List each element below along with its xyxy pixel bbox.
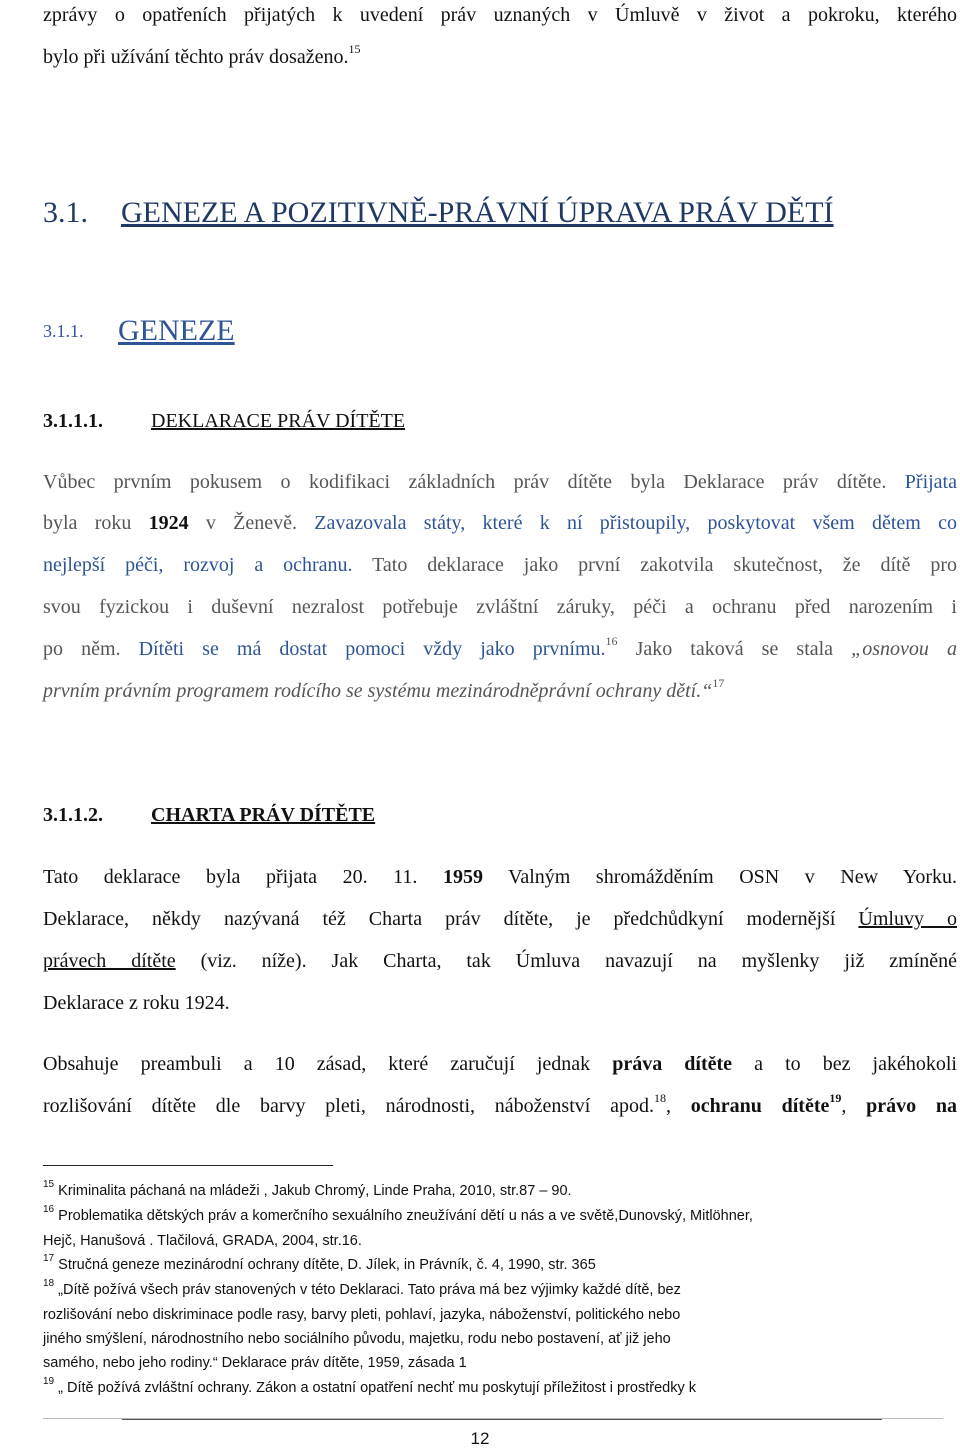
s1-text-5d: „osnovou a bbox=[851, 638, 957, 660]
s2-text-4: Deklarace z roku 1924. bbox=[43, 992, 230, 1014]
s1-line-5 bbox=[43, 636, 957, 662]
footnote-15-text: Kriminalita páchaná na mládeži , Jakub Chromý, Linde Praha, 2010, str.87 – 90. bbox=[58, 1183, 572, 1199]
footnote-separator bbox=[43, 1165, 333, 1166]
page-bottom-rule-dark bbox=[122, 1419, 882, 1420]
footnote-17-number: 17 bbox=[43, 1253, 55, 1264]
heading-3-1 bbox=[43, 193, 834, 233]
s1-text-5b: Dítěti se má dostat pomoci vždy jako prvnímu. bbox=[120, 638, 606, 660]
intro-line-2 bbox=[43, 44, 957, 70]
intro-text-1: zprávy o opatřeních přijatých k uvedení práv uznaných v Úmluvě v život a pokroku, kterého bbox=[43, 4, 957, 26]
footnote-ref-19[interactable]: 19 bbox=[829, 1091, 842, 1105]
footnote-16 bbox=[43, 1206, 957, 1226]
heading-3-1-1-title: GENEZE bbox=[118, 314, 235, 347]
footnote-ref-16[interactable]: 16 bbox=[605, 634, 618, 648]
footnote-17-text: Stručná geneze mezinárodní ochrany dítěte, D. Jílek, in Právník, č. 4, 1990, str. 365 bbox=[58, 1257, 596, 1273]
footnote-15-number: 15 bbox=[43, 1179, 55, 1190]
s2-text-1a: Tato deklarace byla přijata 20. 11. bbox=[43, 866, 443, 888]
s1-line-2 bbox=[43, 510, 957, 536]
s2-line-1 bbox=[43, 864, 957, 890]
s2-p2-text-2a: rozlišování dítěte dle barvy pleti, národnosti, náboženství apod. bbox=[43, 1095, 654, 1117]
s1-line-4 bbox=[43, 594, 957, 620]
footnote-18-text-cont-3: samého, nebo jeho rodiny.“ Deklarace práv dítěte, 1959, zásada 1 bbox=[43, 1355, 467, 1371]
s2-line-3 bbox=[43, 948, 957, 974]
footnote-18 bbox=[43, 1280, 957, 1300]
intro-text-2: bylo při užívání těchto práv dosaženo. bbox=[43, 46, 349, 68]
heading-3-1-1-1 bbox=[43, 408, 405, 434]
s1-text-2a: byla roku bbox=[43, 512, 149, 534]
s1-text-2c: Zavazovala státy, které k ní přistoupily, poskytovat všem dětem co bbox=[297, 512, 957, 534]
s1-year-1924: 1924 bbox=[148, 512, 189, 534]
s1-text-4: svou fyzickou i duševní nezralost potřebuje zvláštní záruky, péči a ochranu před narozením i bbox=[43, 596, 957, 618]
s2-p2-text-1a: Obsahuje preambuli a 10 zásad, které zaručují jednak bbox=[43, 1053, 613, 1075]
heading-3-1-1-1-title: DEKLARACE PRÁV DÍTĚTE bbox=[151, 410, 406, 432]
heading-3-1-1-2-title: CHARTA PRÁV DÍTĚTE bbox=[151, 804, 376, 826]
heading-3-1-number: 3.1. bbox=[43, 196, 88, 229]
s1-text-2b: v Ženevě. bbox=[188, 512, 298, 534]
heading-3-1-title: GENEZE A POZITIVNĚ-PRÁVNÍ ÚPRAVA PRÁV DĚTÍ bbox=[121, 196, 834, 229]
s1-line-3 bbox=[43, 552, 957, 578]
s2-text-1b: Valným shromážděním OSN v New Yorku. bbox=[482, 866, 957, 888]
footnote-18-text: „Dítě požívá všech práv stanovených v této Deklaraci. Tato práva má bez výjimky každé dítě, bez bbox=[58, 1282, 681, 1298]
s2-p2-bold-pravo: právo na bbox=[866, 1095, 958, 1117]
s1-text-5c: Jako taková se stala bbox=[617, 638, 852, 660]
s1-line-6 bbox=[43, 678, 957, 704]
heading-3-1-1-number: 3.1.1. bbox=[43, 321, 84, 342]
footnote-16-text-cont: Hejč, Hanušová . Tlačilová, GRADA, 2004, str.16. bbox=[43, 1233, 362, 1249]
footnote-18-text-cont-1: rozlišování nebo diskriminace podle rasy, barvy pleti, pohlaví, jazyka, náboženství, politického nebo bbox=[43, 1307, 681, 1323]
s2-text-2a: Deklarace, někdy nazývaná též Charta práv dítěte, je předchůdkyní modernější bbox=[43, 908, 859, 930]
footnote-17 bbox=[43, 1255, 957, 1275]
footnote-19-number: 19 bbox=[43, 1376, 55, 1387]
footnote-ref-17[interactable]: 17 bbox=[712, 676, 725, 690]
heading-3-1-1 bbox=[43, 311, 235, 353]
s2-line-2 bbox=[43, 906, 957, 932]
footnote-18-text-cont-2: jiného smýšlení, národnostního nebo sociálního původu, majetku, rodu nebo postavení, ať již jeho bbox=[43, 1331, 671, 1347]
footnote-18-number: 18 bbox=[43, 1278, 55, 1289]
footnote-16-number: 16 bbox=[43, 1204, 55, 1215]
heading-3-1-1-1-number: 3.1.1.1. bbox=[43, 410, 103, 432]
s2-p2-comma-1: , bbox=[665, 1095, 691, 1117]
s1-text-3b: Tato deklarace jako první zakotvila skutečnost, že dítě pro bbox=[352, 554, 957, 576]
footnote-ref-15[interactable]: 15 bbox=[348, 42, 361, 56]
s2-text-3b: (viz. níže). Jak Charta, tak Úmluva navazují na myšlenky již zmíněné bbox=[175, 950, 957, 972]
s1-text-3a: nejlepší péči, rozvoj a ochranu. bbox=[43, 554, 353, 576]
s2-p2-line-2 bbox=[43, 1093, 957, 1119]
footnote-16-text: Problematika dětských práv a komerčního sexuálního zneužívání dětí u nás a ve světě,Dunovský, Mitlöhner, bbox=[58, 1208, 753, 1224]
heading-3-1-1-2-number: 3.1.1.2. bbox=[43, 804, 103, 826]
link-umluvy-o[interactable]: Úmluvy o bbox=[858, 908, 957, 930]
footnote-18-cont-1 bbox=[43, 1305, 957, 1325]
footnote-19 bbox=[43, 1378, 957, 1398]
footnote-18-cont-3 bbox=[43, 1353, 957, 1373]
s2-p2-comma-2: , bbox=[841, 1095, 867, 1117]
link-pravech-ditete[interactable]: právech dítěte bbox=[43, 950, 176, 972]
intro-line-1 bbox=[43, 2, 957, 28]
heading-3-1-1-2 bbox=[43, 802, 375, 828]
footnote-18-cont-2 bbox=[43, 1329, 957, 1349]
s2-p2-bold-ochranu: ochranu dítěte bbox=[690, 1095, 830, 1117]
page-number: 12 bbox=[470, 1429, 490, 1448]
s2-year-1959: 1959 bbox=[442, 866, 483, 888]
footnote-19-text: „ Dítě požívá zvláštní ochrany. Zákon a ostatní opatření nechť mu poskytují příležitost i prostředky k bbox=[58, 1380, 696, 1396]
s1-text-6: prvním právním programem rodícího se systému mezinárodněprávní ochrany dětí. bbox=[43, 680, 702, 702]
s1-quote-close: “ bbox=[701, 680, 713, 702]
s1-text-5a: po něm. bbox=[43, 638, 121, 660]
footnote-15 bbox=[43, 1181, 957, 1201]
s1-line-1 bbox=[43, 469, 957, 495]
s2-p2-line-1 bbox=[43, 1051, 957, 1077]
s2-line-4 bbox=[43, 990, 957, 1016]
s2-p2-bold-prava: práva dítěte bbox=[612, 1053, 733, 1075]
footnote-ref-18[interactable]: 18 bbox=[653, 1091, 666, 1105]
footnote-16-cont bbox=[43, 1231, 957, 1251]
s1-text-1b: Přijata bbox=[886, 471, 957, 493]
s1-text-1a: Vůbec prvním pokusem o kodifikaci základních práv dítěte byla Deklarace práv dítěte. bbox=[43, 471, 887, 493]
s2-p2-text-1c: a to bez jakéhokoli bbox=[732, 1053, 957, 1075]
